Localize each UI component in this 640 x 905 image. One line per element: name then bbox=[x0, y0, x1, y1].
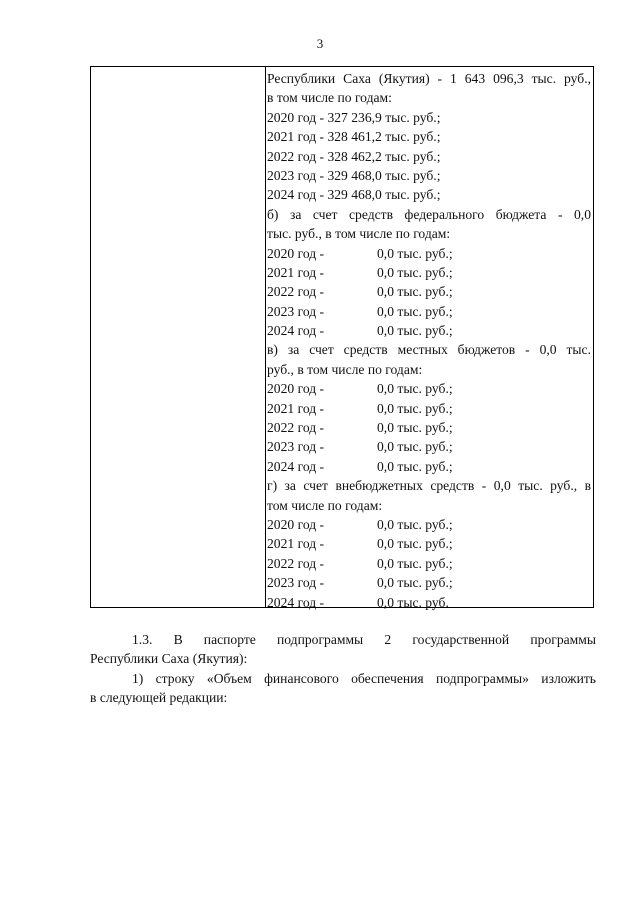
year-label: 2021 год - bbox=[267, 536, 325, 552]
year-amount: 0,0 тыс. руб.; bbox=[377, 400, 453, 416]
year-amount: 0,0 тыс. руб.; bbox=[377, 264, 453, 280]
year-row bbox=[267, 399, 591, 418]
year-row bbox=[267, 244, 591, 263]
table-line: 2023 год - 329 468,0 тыс. руб.; bbox=[267, 167, 441, 183]
section-heading: б) за счет средств федерального бюджета - 0,0 bbox=[267, 206, 591, 222]
year-label: 2021 год - bbox=[267, 264, 325, 280]
year-row bbox=[267, 437, 591, 456]
year-label: 2021 год - bbox=[267, 400, 325, 416]
section-heading: том числе по годам: bbox=[267, 497, 383, 513]
year-amount: 0,0 тыс. руб.; bbox=[377, 245, 453, 261]
table-line: 2021 год - 328 461,2 тыс. руб.; bbox=[267, 129, 441, 145]
body-text bbox=[90, 630, 596, 708]
year-row bbox=[267, 515, 591, 534]
paragraph-1-line-2: Республики Саха (Якутия): bbox=[90, 651, 248, 667]
year-row bbox=[267, 282, 591, 301]
paragraph-2-line-2: в следующей редакции: bbox=[90, 690, 228, 706]
year-label: 2022 год - bbox=[267, 284, 325, 300]
year-row bbox=[267, 379, 591, 398]
table-line: в том числе по годам: bbox=[267, 90, 392, 106]
year-row bbox=[267, 302, 591, 321]
table-line: Республики Саха (Якутия) - 1 643 096,3 тыс. руб., bbox=[267, 71, 591, 86]
table-line: 2020 год - 327 236,9 тыс. руб.; bbox=[267, 109, 441, 125]
year-amount: 0,0 тыс. руб.; bbox=[377, 303, 453, 319]
page-number: 3 bbox=[316, 36, 324, 51]
year-label: 2022 год - bbox=[267, 555, 325, 571]
year-label: 2022 год - bbox=[267, 420, 325, 436]
section-heading: г) за счет внебюджетных средств - 0,0 тыс. руб., в bbox=[267, 478, 591, 494]
year-amount: 0,0 тыс. руб.; bbox=[377, 323, 453, 339]
year-amount: 0,0 тыс. руб.; bbox=[377, 381, 453, 397]
section-heading: тыс. руб., в том числе по годам: bbox=[267, 226, 451, 242]
year-amount: 0,0 тыс. руб.; bbox=[377, 420, 453, 436]
year-label: 2023 год - bbox=[267, 439, 325, 455]
year-label: 2023 год - bbox=[267, 575, 325, 591]
year-label: 2020 год - bbox=[267, 381, 325, 397]
year-label: 2024 год - bbox=[267, 458, 325, 474]
year-row bbox=[267, 263, 591, 282]
financing-table-cell bbox=[267, 69, 591, 612]
year-label: 2020 год - bbox=[267, 245, 325, 261]
section-heading: руб., в том числе по годам: bbox=[267, 361, 423, 377]
year-amount: 0,0 тыс. руб. bbox=[377, 594, 449, 610]
year-amount: 0,0 тыс. руб.; bbox=[377, 516, 453, 532]
year-row bbox=[267, 554, 591, 573]
table-line: 2022 год - 328 462,2 тыс. руб.; bbox=[267, 148, 441, 164]
year-row bbox=[267, 457, 591, 476]
year-row bbox=[267, 418, 591, 437]
paragraph-2-line-1: 1) строку «Объем финансового обеспечения подпрограммы» изложить bbox=[132, 670, 596, 686]
financing-table bbox=[90, 66, 594, 608]
table-line: 2024 год - 329 468,0 тыс. руб.; bbox=[267, 187, 441, 203]
year-row bbox=[267, 534, 591, 553]
year-amount: 0,0 тыс. руб.; bbox=[377, 439, 453, 455]
year-label: 2024 год - bbox=[267, 594, 325, 610]
year-row bbox=[267, 573, 591, 592]
year-label: 2024 год - bbox=[267, 323, 325, 339]
year-amount: 0,0 тыс. руб.; bbox=[377, 555, 453, 571]
year-amount: 0,0 тыс. руб.; bbox=[377, 536, 453, 552]
table-column-divider bbox=[265, 67, 266, 607]
year-amount: 0,0 тыс. руб.; bbox=[377, 575, 453, 591]
year-label: 2023 год - bbox=[267, 303, 325, 319]
year-row bbox=[267, 593, 591, 612]
section-heading: в) за счет средств местных бюджетов - 0,0 тыс. bbox=[267, 342, 591, 358]
year-row bbox=[267, 321, 591, 340]
year-amount: 0,0 тыс. руб.; bbox=[377, 458, 453, 474]
year-amount: 0,0 тыс. руб.; bbox=[377, 284, 453, 300]
paragraph-1-line-1: 1.3. В паспорте подпрограммы 2 государственной программы bbox=[132, 632, 596, 647]
year-label: 2020 год - bbox=[267, 516, 325, 532]
